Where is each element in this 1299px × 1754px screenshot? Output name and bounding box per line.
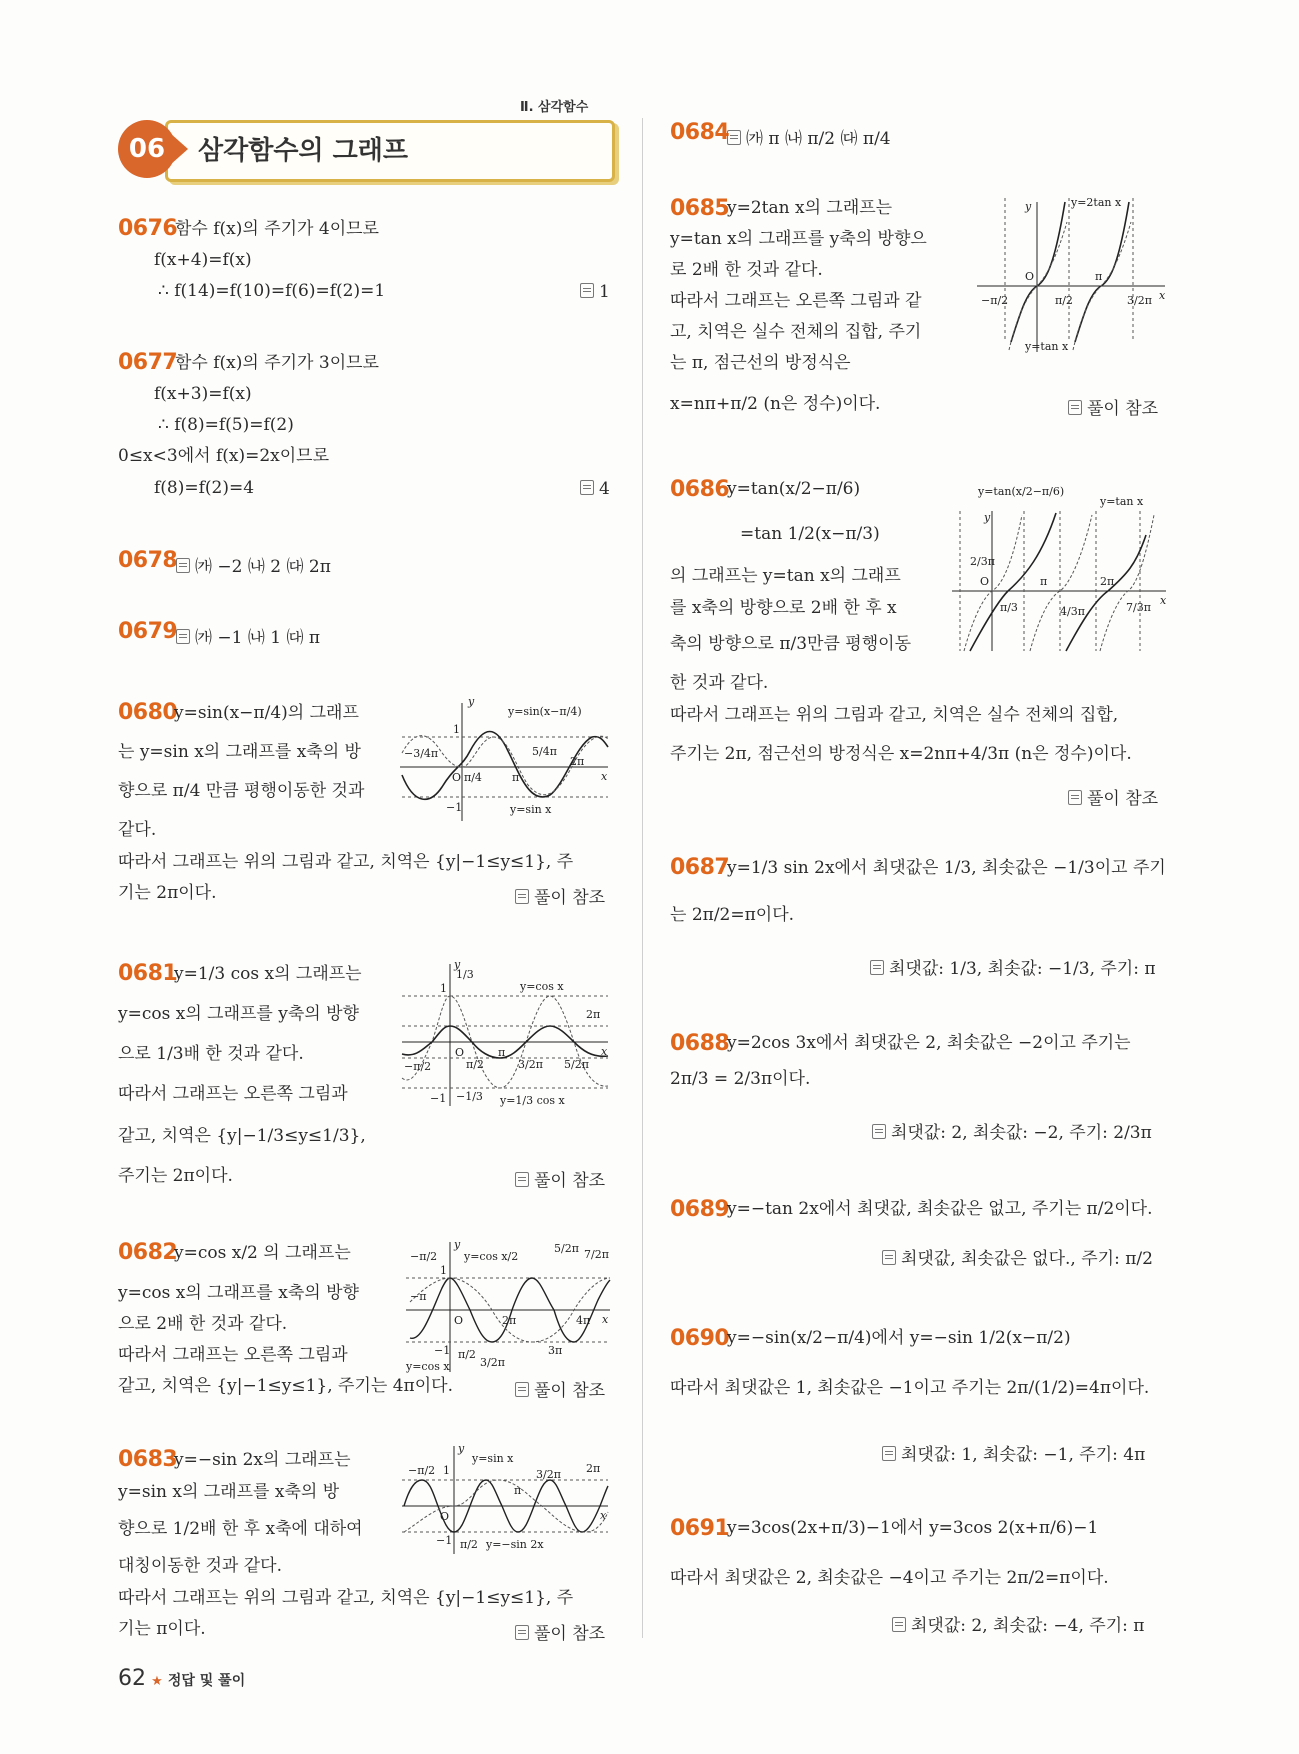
problem-text: y=2cos 3x에서 최댓값은 2, 최솟값은 −2이고 주기는 bbox=[727, 1033, 1131, 1053]
answer-0679 bbox=[176, 623, 320, 648]
answer-text: ㈎ −2 ㈏ 2 ㈐ 2π bbox=[195, 557, 331, 577]
problem-number: 0688 bbox=[670, 1031, 730, 1056]
y-label: y bbox=[1025, 200, 1032, 213]
problem-text: 따라서 그래프는 오른쪽 그림과 bbox=[118, 1345, 348, 1365]
tick-label: 4π bbox=[576, 1314, 591, 1327]
chapter-arrow-icon bbox=[170, 133, 188, 165]
tick-label: −π/2 bbox=[981, 294, 1009, 307]
problem-text: 는 y=sin x의 그래프를 x축의 방 bbox=[118, 742, 361, 762]
problem-text: 대칭이동한 것과 같다. bbox=[118, 1556, 283, 1576]
problem-text: y=2tan x의 그래프는 bbox=[727, 198, 893, 218]
curve-label: y=1/3 cos x bbox=[500, 1094, 565, 1107]
problem-text: y=cos x의 그래프를 x축의 방향 bbox=[118, 1283, 359, 1303]
curve-label: y=tan(x/2−π/6) bbox=[978, 485, 1065, 498]
answer bbox=[515, 883, 605, 908]
answer-icon bbox=[1068, 400, 1082, 415]
curve-label: y=tan x bbox=[1025, 340, 1069, 353]
problem-text: y=cos x의 그래프를 y축의 방향 bbox=[118, 1004, 359, 1024]
answer-icon bbox=[515, 889, 529, 904]
tick-label: 3/2π bbox=[480, 1356, 505, 1369]
chapter-number: 06 bbox=[118, 120, 176, 178]
problem-text: f(x+3)=f(x) bbox=[154, 384, 252, 404]
answer-text: 풀이 참조 bbox=[534, 1624, 606, 1644]
problem-text: f(8)=f(2)=4 bbox=[154, 478, 255, 498]
graph-0686 bbox=[950, 475, 1170, 655]
answer-text: 풀이 참조 bbox=[1087, 399, 1159, 419]
problem-text: 는 π, 점근선의 방정식은 bbox=[670, 353, 851, 373]
problem-text: 주기는 2π이다. bbox=[118, 1166, 233, 1186]
curve-tan-transformed bbox=[1066, 535, 1146, 651]
tick-label: π bbox=[1040, 575, 1048, 588]
footer-label: 정답 및 풀이 bbox=[167, 1673, 246, 1689]
answer-icon bbox=[580, 283, 594, 298]
problem-text: 따라서 최댓값은 1, 최솟값은 −1이고 주기는 2π/(1/2)=4π이다. bbox=[670, 1378, 1150, 1398]
problem-number: 0682 bbox=[118, 1240, 178, 1265]
answer bbox=[580, 282, 610, 302]
tick-label: 5/4π bbox=[532, 745, 557, 758]
origin-label: O bbox=[452, 771, 462, 784]
problem-number: 0689 bbox=[670, 1197, 730, 1222]
graph-0682 bbox=[404, 1238, 612, 1374]
answer-0678 bbox=[176, 552, 331, 577]
answer bbox=[892, 1611, 1144, 1636]
y-label: y bbox=[984, 511, 991, 524]
answer-text: ㈎ −1 ㈏ 1 ㈐ π bbox=[195, 628, 321, 648]
problem-text: 따라서 최댓값은 2, 최솟값은 −4이고 주기는 2π/2=π이다. bbox=[670, 1568, 1109, 1588]
problem-text: y=−tan 2x에서 최댓값, 최솟값은 없고, 주기는 π/2이다. bbox=[727, 1199, 1153, 1219]
problem-text: 같고, 치역은 {y|−1≤y≤1}, 주기는 4π이다. bbox=[118, 1376, 453, 1396]
chapter-title: 삼각함수의 그래프 bbox=[198, 136, 408, 166]
answer bbox=[872, 1118, 1152, 1143]
problem-text: y=tan x의 그래프를 y축의 방향으 bbox=[670, 229, 927, 249]
problem-text: 따라서 그래프는 위의 그림과 같고, 치역은 {y|−1≤y≤1}, 주 bbox=[118, 852, 574, 872]
graph-0681 bbox=[400, 958, 612, 1108]
problem-text: ∴ f(14)=f(10)=f(6)=f(2)=1 bbox=[158, 281, 386, 301]
problem-number: 0676 bbox=[118, 216, 178, 241]
tick-label: π bbox=[1095, 270, 1103, 283]
answer-icon bbox=[892, 1617, 906, 1632]
problem-text: ∴ f(8)=f(5)=f(2) bbox=[158, 415, 294, 435]
problem-text: 기는 2π이다. bbox=[118, 883, 217, 903]
problem-text: 의 그래프는 y=tan x의 그래프 bbox=[670, 566, 901, 586]
x-label: x bbox=[601, 770, 608, 783]
problem-text: 따라서 그래프는 오른쪽 그림과 같 bbox=[670, 291, 922, 311]
problem-text: f(x+4)=f(x) bbox=[154, 250, 252, 270]
tick-label: 1 bbox=[453, 723, 460, 736]
problem-number-0678: 0678 bbox=[118, 548, 178, 573]
tick-label: −1 bbox=[446, 801, 463, 814]
tick-label: −π bbox=[410, 1290, 427, 1303]
curve-label: y=cos x bbox=[520, 980, 564, 993]
problem-text: 따라서 그래프는 오른쪽 그림과 bbox=[118, 1084, 348, 1104]
origin-label: O bbox=[980, 575, 990, 588]
answer-text: 최댓값: 1/3, 최솟값: −1/3, 주기: π bbox=[889, 959, 1156, 979]
answer-icon bbox=[580, 480, 594, 495]
tick-label: π bbox=[512, 771, 520, 784]
answer-text: 최댓값: 2, 최솟값: −2, 주기: 2/3π bbox=[891, 1123, 1152, 1143]
tick-label: −π/2 bbox=[404, 1060, 432, 1073]
problem-text: 한 것과 같다. bbox=[670, 673, 769, 693]
answer bbox=[515, 1619, 605, 1644]
answer bbox=[870, 954, 1156, 979]
tick-label: −1/3 bbox=[456, 1090, 483, 1103]
answer bbox=[580, 479, 610, 499]
star-icon: ★ bbox=[151, 1674, 163, 1689]
answer-icon bbox=[515, 1382, 529, 1397]
curve-label: y=−sin 2x bbox=[486, 1538, 544, 1551]
tick-label: 2π bbox=[570, 755, 585, 768]
problem-text: x=nπ+π/2 (n은 정수)이다. bbox=[670, 394, 881, 414]
problem-number: 0691 bbox=[670, 1516, 730, 1541]
answer-text: 풀이 참조 bbox=[1087, 789, 1159, 809]
answer bbox=[882, 1440, 1145, 1465]
tick-label: π bbox=[498, 1046, 506, 1059]
answer bbox=[515, 1376, 605, 1401]
tick-label: 5/2π bbox=[564, 1058, 589, 1071]
problem-text: y=sin(x−π/4)의 그래프 bbox=[174, 703, 359, 723]
problem-text: 고, 치역은 실수 전체의 집합, 주기 bbox=[670, 322, 922, 342]
problem-text: =tan 1/2(x−π/3) bbox=[740, 524, 880, 544]
tick-label: −1 bbox=[434, 1344, 451, 1357]
problem-text: 따라서 그래프는 위의 그림과 같고, 치역은 {y|−1≤y≤1}, 주 bbox=[118, 1588, 574, 1608]
tick-label: 2/3π bbox=[970, 555, 995, 568]
problem-number: 0677 bbox=[118, 350, 178, 375]
tick-label: 5/2π bbox=[554, 1242, 579, 1255]
y-label: y bbox=[458, 1442, 465, 1455]
tick-label: −π/2 bbox=[408, 1464, 436, 1477]
problem-text: y=1/3 sin 2x에서 최댓값은 1/3, 최솟값은 −1/3이고 주기 bbox=[727, 858, 1166, 878]
curve-tan bbox=[964, 515, 1022, 651]
answer-icon bbox=[882, 1446, 896, 1461]
tick-label: 4/3π bbox=[1060, 605, 1085, 618]
problem-text: 축의 방향으로 π/3만큼 평행이동 bbox=[670, 634, 911, 654]
problem-text: 같고, 치역은 {y|−1/3≤y≤1/3}, bbox=[118, 1126, 366, 1146]
answer-text: 1 bbox=[599, 282, 610, 302]
tick-label: π/2 bbox=[458, 1348, 476, 1361]
problem-number: 0685 bbox=[670, 196, 730, 221]
answer-text: ㈎ π ㈏ π/2 ㈐ π/4 bbox=[746, 129, 891, 149]
tick-label: 2π bbox=[586, 1008, 601, 1021]
answer-icon bbox=[872, 1124, 886, 1139]
problem-text: y=cos x/2 의 그래프는 bbox=[174, 1243, 351, 1263]
curve-label: y=sin x bbox=[472, 1452, 514, 1465]
origin-label: O bbox=[440, 1510, 450, 1523]
curve-label: y=cos x bbox=[406, 1360, 450, 1373]
answer bbox=[1068, 784, 1158, 809]
tick-label: −π/2 bbox=[410, 1250, 438, 1263]
problem-text: y=1/3 cos x의 그래프는 bbox=[174, 964, 362, 984]
answer-text: 풀이 참조 bbox=[534, 1171, 606, 1191]
curve-label: y=sin x bbox=[510, 803, 552, 816]
problem-text: 로 2배 한 것과 같다. bbox=[670, 260, 823, 280]
x-label: x bbox=[600, 1509, 607, 1522]
answer-icon bbox=[176, 558, 190, 573]
tick-label: 3π bbox=[548, 1344, 563, 1357]
x-label: x bbox=[1160, 594, 1167, 607]
x-label: x bbox=[602, 1313, 609, 1326]
curve-label: y=sin(x−π/4) bbox=[508, 705, 582, 718]
problem-number: 0680 bbox=[118, 700, 178, 725]
curve-label: y=cos x/2 bbox=[464, 1250, 519, 1263]
problem-text: 2π/3 = 2/3π이다. bbox=[670, 1069, 811, 1089]
problem-number: 0687 bbox=[670, 855, 730, 880]
tick-label: 2π bbox=[1100, 575, 1115, 588]
answer bbox=[882, 1244, 1153, 1269]
answer-text: 최댓값: 1, 최솟값: −1, 주기: 4π bbox=[901, 1445, 1146, 1465]
answer-text: 최댓값, 최솟값은 없다., 주기: π/2 bbox=[901, 1249, 1153, 1269]
tick-label: 3/2π bbox=[1127, 294, 1152, 307]
problem-number: 0681 bbox=[118, 961, 178, 986]
tick-label: π/3 bbox=[1000, 601, 1018, 614]
answer-icon bbox=[176, 629, 190, 644]
tick-label: 3/2π bbox=[536, 1468, 561, 1481]
tick-label: π/2 bbox=[1055, 294, 1073, 307]
answer-icon bbox=[1068, 790, 1082, 805]
problem-text: 0≤x<3에서 f(x)=2x이므로 bbox=[118, 446, 330, 466]
problem-number: 0690 bbox=[670, 1326, 730, 1351]
answer bbox=[1068, 394, 1158, 419]
tick-label: 1 bbox=[440, 982, 447, 995]
curve-label: y=2tan x bbox=[1071, 196, 1122, 209]
answer-0684 bbox=[727, 124, 891, 149]
answer-icon bbox=[515, 1172, 529, 1187]
graph-0685 bbox=[975, 192, 1170, 354]
problem-text: 향으로 π/4 만큼 평행이동한 것과 bbox=[118, 781, 365, 801]
tick-label: 2π bbox=[586, 1462, 601, 1475]
tick-label: −1 bbox=[430, 1092, 447, 1105]
curve-label: y=tan x bbox=[1100, 495, 1144, 508]
problem-text: 향으로 1/2배 한 후 x축에 대하여 bbox=[118, 1519, 363, 1539]
answer-icon bbox=[515, 1625, 529, 1640]
curve-2tan bbox=[1011, 202, 1065, 342]
problem-number: 0683 bbox=[118, 1447, 178, 1472]
x-label: x bbox=[601, 1045, 608, 1058]
tick-label: −3/4π bbox=[404, 747, 439, 760]
x-label: x bbox=[1159, 289, 1166, 302]
problem-text: y=−sin 2x의 그래프는 bbox=[174, 1450, 351, 1470]
graph-0680 bbox=[400, 695, 612, 823]
problem-text: 기는 π이다. bbox=[118, 1619, 206, 1639]
problem-number: 0686 bbox=[670, 477, 730, 502]
problem-number-0684: 0684 bbox=[670, 120, 730, 145]
problem-text: y=sin x의 그래프를 x축의 방 bbox=[118, 1482, 340, 1502]
origin-label: O bbox=[1025, 270, 1035, 283]
origin-label: O bbox=[454, 1314, 464, 1327]
answer-text: 최댓값: 2, 최솟값: −4, 주기: π bbox=[911, 1616, 1145, 1636]
answer-text: 풀이 참조 bbox=[534, 888, 606, 908]
tick-label: 7/2π bbox=[584, 1248, 609, 1261]
tick-label: −1 bbox=[436, 1534, 453, 1547]
problem-number-0679: 0679 bbox=[118, 619, 178, 644]
tick-label: π/2 bbox=[466, 1058, 484, 1071]
answer bbox=[515, 1166, 605, 1191]
problem-text: 함수 f(x)의 주기가 3이므로 bbox=[175, 353, 379, 373]
answer-icon bbox=[882, 1250, 896, 1265]
tick-label: 7/3π bbox=[1126, 601, 1151, 614]
problem-text: 함수 f(x)의 주기가 4이므로 bbox=[175, 219, 379, 239]
problem-text: 따라서 그래프는 위의 그림과 같고, 치역은 실수 전체의 집합, bbox=[670, 705, 1119, 725]
problem-text: 는 2π/2=π이다. bbox=[670, 905, 795, 925]
problem-text: 으로 1/3배 한 것과 같다. bbox=[118, 1044, 304, 1064]
y-label: y bbox=[468, 695, 475, 708]
answer-icon bbox=[870, 960, 884, 975]
problem-text: y=−sin(x/2−π/4)에서 y=−sin 1/2(x−π/2) bbox=[727, 1328, 1071, 1348]
tick-label: π/4 bbox=[464, 771, 482, 784]
column-divider bbox=[642, 118, 643, 1638]
tick-label: 3/2π bbox=[518, 1058, 543, 1071]
y-label: y bbox=[454, 1238, 461, 1251]
origin-label: O bbox=[455, 1046, 465, 1059]
problem-text: 를 x축의 방향으로 2배 한 후 x bbox=[670, 598, 897, 618]
page-number: 62 bbox=[118, 1666, 146, 1691]
answer-text: 4 bbox=[599, 479, 610, 499]
problem-text: y=3cos(2x+π/3)−1에서 y=3cos 2(x+π/6)−1 bbox=[727, 1518, 1099, 1538]
tick-label: 1/3 bbox=[456, 968, 474, 981]
section-header: Ⅱ. 삼각함수 bbox=[520, 100, 589, 115]
page-footer bbox=[118, 1666, 245, 1691]
answer-icon bbox=[727, 130, 741, 145]
problem-text: 으로 2배 한 것과 같다. bbox=[118, 1314, 288, 1334]
tick-label: π/2 bbox=[460, 1538, 478, 1551]
tick-label: 2π bbox=[502, 1314, 517, 1327]
tick-label: 1 bbox=[440, 1264, 447, 1277]
graph-0683 bbox=[400, 1442, 612, 1556]
problem-text: y=tan(x/2−π/6) bbox=[727, 479, 861, 499]
answer-text: 풀이 참조 bbox=[534, 1381, 606, 1401]
problem-text: 주기는 2π, 점근선의 방정식은 x=2nπ+4/3π (n은 정수)이다. bbox=[670, 744, 1132, 764]
tick-label: 1 bbox=[443, 1464, 450, 1477]
y-label: y bbox=[454, 958, 461, 971]
tick-label: π bbox=[514, 1484, 522, 1497]
problem-text: 같다. bbox=[118, 820, 157, 840]
